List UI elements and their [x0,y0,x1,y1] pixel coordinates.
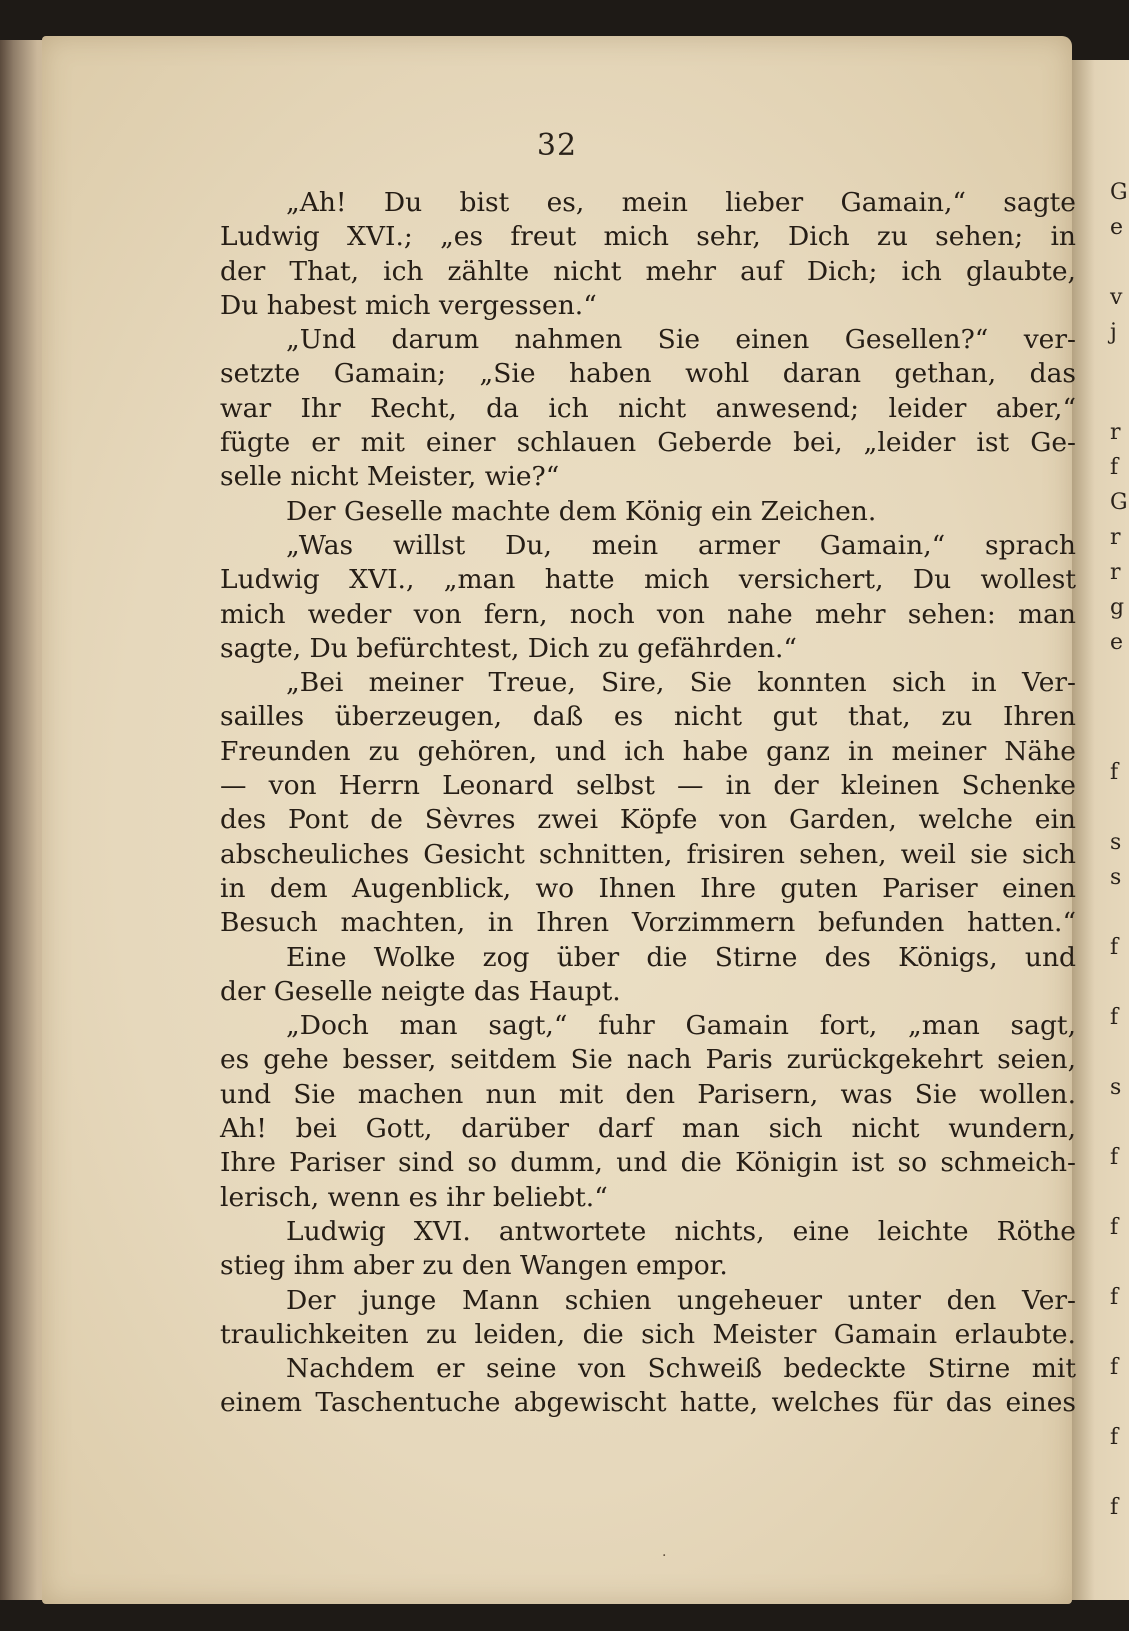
text-line: „Ah! Du bist es, mein lieber Gamain,“ sagte [286,187,1076,218]
adjacent-page-fragment: s [1110,865,1122,890]
text-line: Der junge Mann schien ungeheuer unter den Ver- [286,1284,1076,1316]
adjacent-page-fragment: e [1110,215,1124,240]
text-line: fügte er mit einer schlauen Geberde bei, „leider ist Ge- [220,427,1076,459]
text-line: Ludwig XVI., „man hatte mich versichert, Du wollest [220,564,1076,596]
text-line: „Was willst Du, mein armer Gamain,“ sprach [286,529,1076,561]
adjacent-page-fragment: G [1110,490,1128,515]
text-line: der Geselle neigte das Haupt. [220,975,621,1007]
text-line: Nachdem er seine von Schweiß bedeckte Stirne mit [286,1353,1076,1385]
text-line: Der Geselle machte dem König ein Zeichen. [286,495,877,527]
adjacent-page-fragment: s [1110,1075,1122,1100]
adjacent-page-fragment: f [1110,760,1119,785]
text-line: „Doch man sagt,“ fuhr Gamain fort, „man sagt, [286,1010,1076,1042]
page-blemish: · [662,1548,667,1564]
text-line: der That, ich zählte nicht mehr auf Dich; ich glaubte, [220,255,1076,287]
adjacent-page-fragment: r [1110,420,1121,445]
adjacent-page-fragment: f [1110,1355,1119,1380]
text-line: „Und darum nahmen Sie einen Gesellen?“ ver- [286,324,1076,356]
text-line: und Sie machen nun mit den Parisern, was Sie wollen. [220,1078,1076,1110]
page-number: 32 [536,128,578,163]
text-line: sailles überzeugen, daß es nicht gut that, zu Ihren [220,701,1076,733]
adjacent-page-fragment: r [1110,560,1121,585]
text-line: abscheuliches Gesicht schnitten, frisiren sehen, weil sie sich [220,838,1076,870]
text-line: selle nicht Meister, wie?“ [220,461,560,493]
text-line: sagte, Du befürchtest, Dich zu gefährden.“ [220,632,797,664]
text-line: es gehe besser, seitdem Sie nach Paris zurückgekehrt seien, [220,1044,1076,1076]
text-line: — von Herrn Leonard selbst — in der kleinen Schenke [220,770,1076,802]
adjacent-page-fragment: f [1110,455,1119,480]
adjacent-page-fragment: f [1110,1425,1119,1450]
text-line: des Pont de Sèvres zwei Köpfe von Garden, welche ein [220,804,1076,836]
adjacent-page-fragment: r [1110,525,1121,550]
adjacent-page-fragment: f [1110,1145,1119,1170]
adjacent-page-fragment: G [1110,180,1128,205]
text-line: Freunden zu gehören, und ich habe ganz in meiner Nähe [220,735,1076,767]
text-line: „Bei meiner Treue, Sire, Sie konnten sich in Ver- [286,667,1076,699]
text-line: Ihre Pariser sind so dumm, und die Königin ist so schmeich- [220,1147,1076,1179]
text-line: in dem Augenblick, wo Ihnen Ihre guten Pariser einen [220,872,1076,904]
adjacent-page-fragment: f [1110,935,1119,960]
text-line: mich weder von fern, noch von nahe mehr sehen: man [220,598,1076,630]
text-line: einem Taschentuche abgewischt hatte, welches für das eines [220,1387,1076,1419]
text-line: Besuch machten, in Ihren Vorzimmern befunden hatten.“ [220,907,1076,939]
adjacent-page-fragment: f [1110,1215,1119,1240]
text-line: Ah! bei Gott, darüber darf man sich nicht wundern, [220,1113,1076,1145]
adjacent-page-fragment: e [1110,630,1124,655]
adjacent-page-fragment: j [1110,320,1117,345]
text-line: Ludwig XVI.; „es freut mich sehr, Dich zu sehen; in [220,221,1076,253]
text-line: Du habest mich vergessen.“ [220,289,597,321]
text-line: stieg ihm aber zu den Wangen empor. [220,1250,728,1282]
text-line: war Ihr Recht, da ich nicht anwesend; leider aber,“ [220,392,1076,424]
adjacent-page-fragment: f [1110,1285,1119,1310]
text-line: Eine Wolke zog über die Stirne des Königs, und [286,941,1076,973]
text-line: traulichkeiten zu leiden, die sich Meister Gamain erlaubte. [220,1318,1076,1350]
text-line: Ludwig XVI. antwortete nichts, eine leichte Röthe [286,1215,1076,1247]
text-line: setzte Gamain; „Sie haben wohl daran gethan, das [220,358,1076,390]
adjacent-page-edge [1072,60,1129,1600]
adjacent-page-fragment: f [1110,1005,1119,1030]
body-text [220,186,1076,1421]
adjacent-page-fragment: g [1110,595,1125,620]
text-line: lerisch, wenn es ihr beliebt.“ [220,1181,608,1213]
adjacent-page-fragment: s [1110,830,1122,855]
book-page [42,36,1076,1604]
adjacent-page-fragment: f [1110,1495,1119,1520]
adjacent-page-fragment: v [1110,285,1123,310]
